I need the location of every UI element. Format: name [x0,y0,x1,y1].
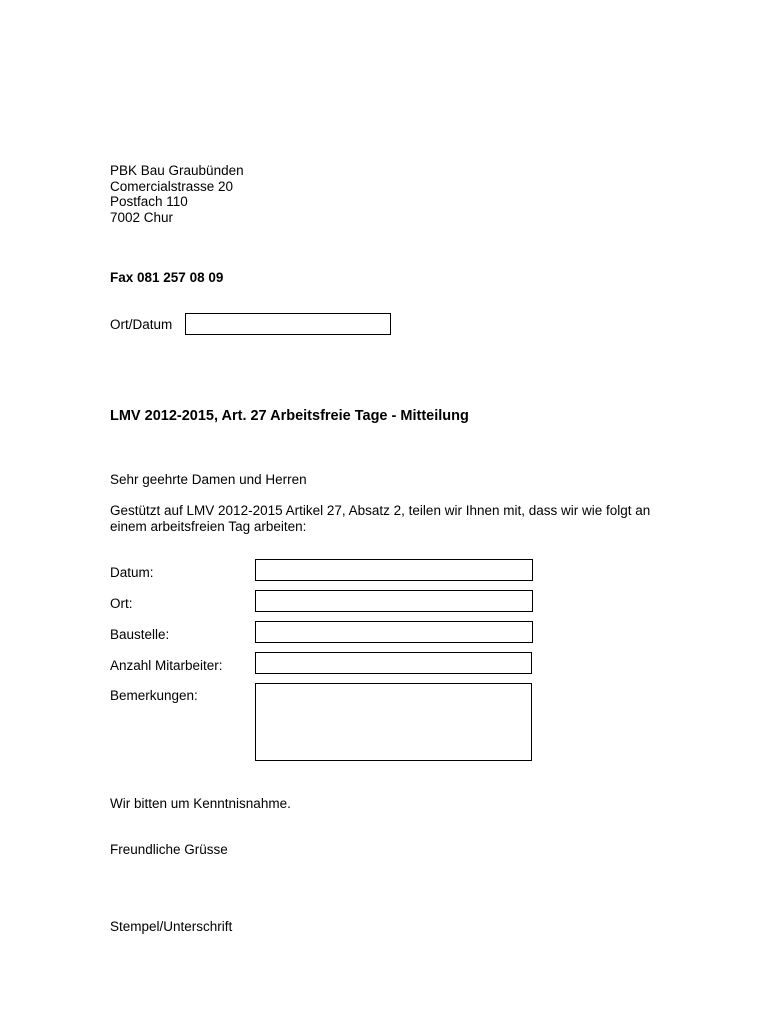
ort-datum-label: Ort/Datum [110,317,173,332]
baustelle-label: Baustelle: [110,627,170,642]
signature-label: Stempel/Unterschrift [110,919,233,934]
recipient-address [110,163,244,225]
recipient-po-box: Postfach 110 [110,194,188,209]
ort-field[interactable] [255,590,533,612]
fax-number: Fax 081 257 08 09 [110,270,224,285]
recipient-street: Comercialstrasse 20 [110,178,234,194]
anzahl-mitarbeiter-label: Anzahl Mitarbeiter: [110,658,223,673]
subject-heading: LMV 2012-2015, Art. 27 Arbeitsfreie Tage - Mitteilung [110,408,469,424]
baustelle-field[interactable] [255,621,533,643]
ort-datum-field[interactable] [185,313,391,335]
intro-paragraph: Gestützt auf LMV 2012-2015 Artikel 27, Absatz 2, teilen wir Ihnen mit, dass wir wie folgt an einem arbeitsfreien Tag arbeiten: [110,503,651,534]
anzahl-mitarbeiter-field[interactable] [255,652,532,674]
datum-field[interactable] [255,559,533,581]
salutation: Sehr geehrte Damen und Herren [110,472,307,487]
bemerkungen-field[interactable] [255,683,532,761]
ort-label: Ort: [110,596,133,611]
recipient-name: PBK Bau Graubünden [110,163,244,178]
bemerkungen-label: Bemerkungen: [110,688,198,703]
closing-regards: Freundliche Grüsse [110,842,228,857]
datum-label: Datum: [110,565,154,580]
recipient-city: 7002 Chur [110,209,174,225]
closing-request: Wir bitten um Kenntnisnahme. [110,796,291,811]
